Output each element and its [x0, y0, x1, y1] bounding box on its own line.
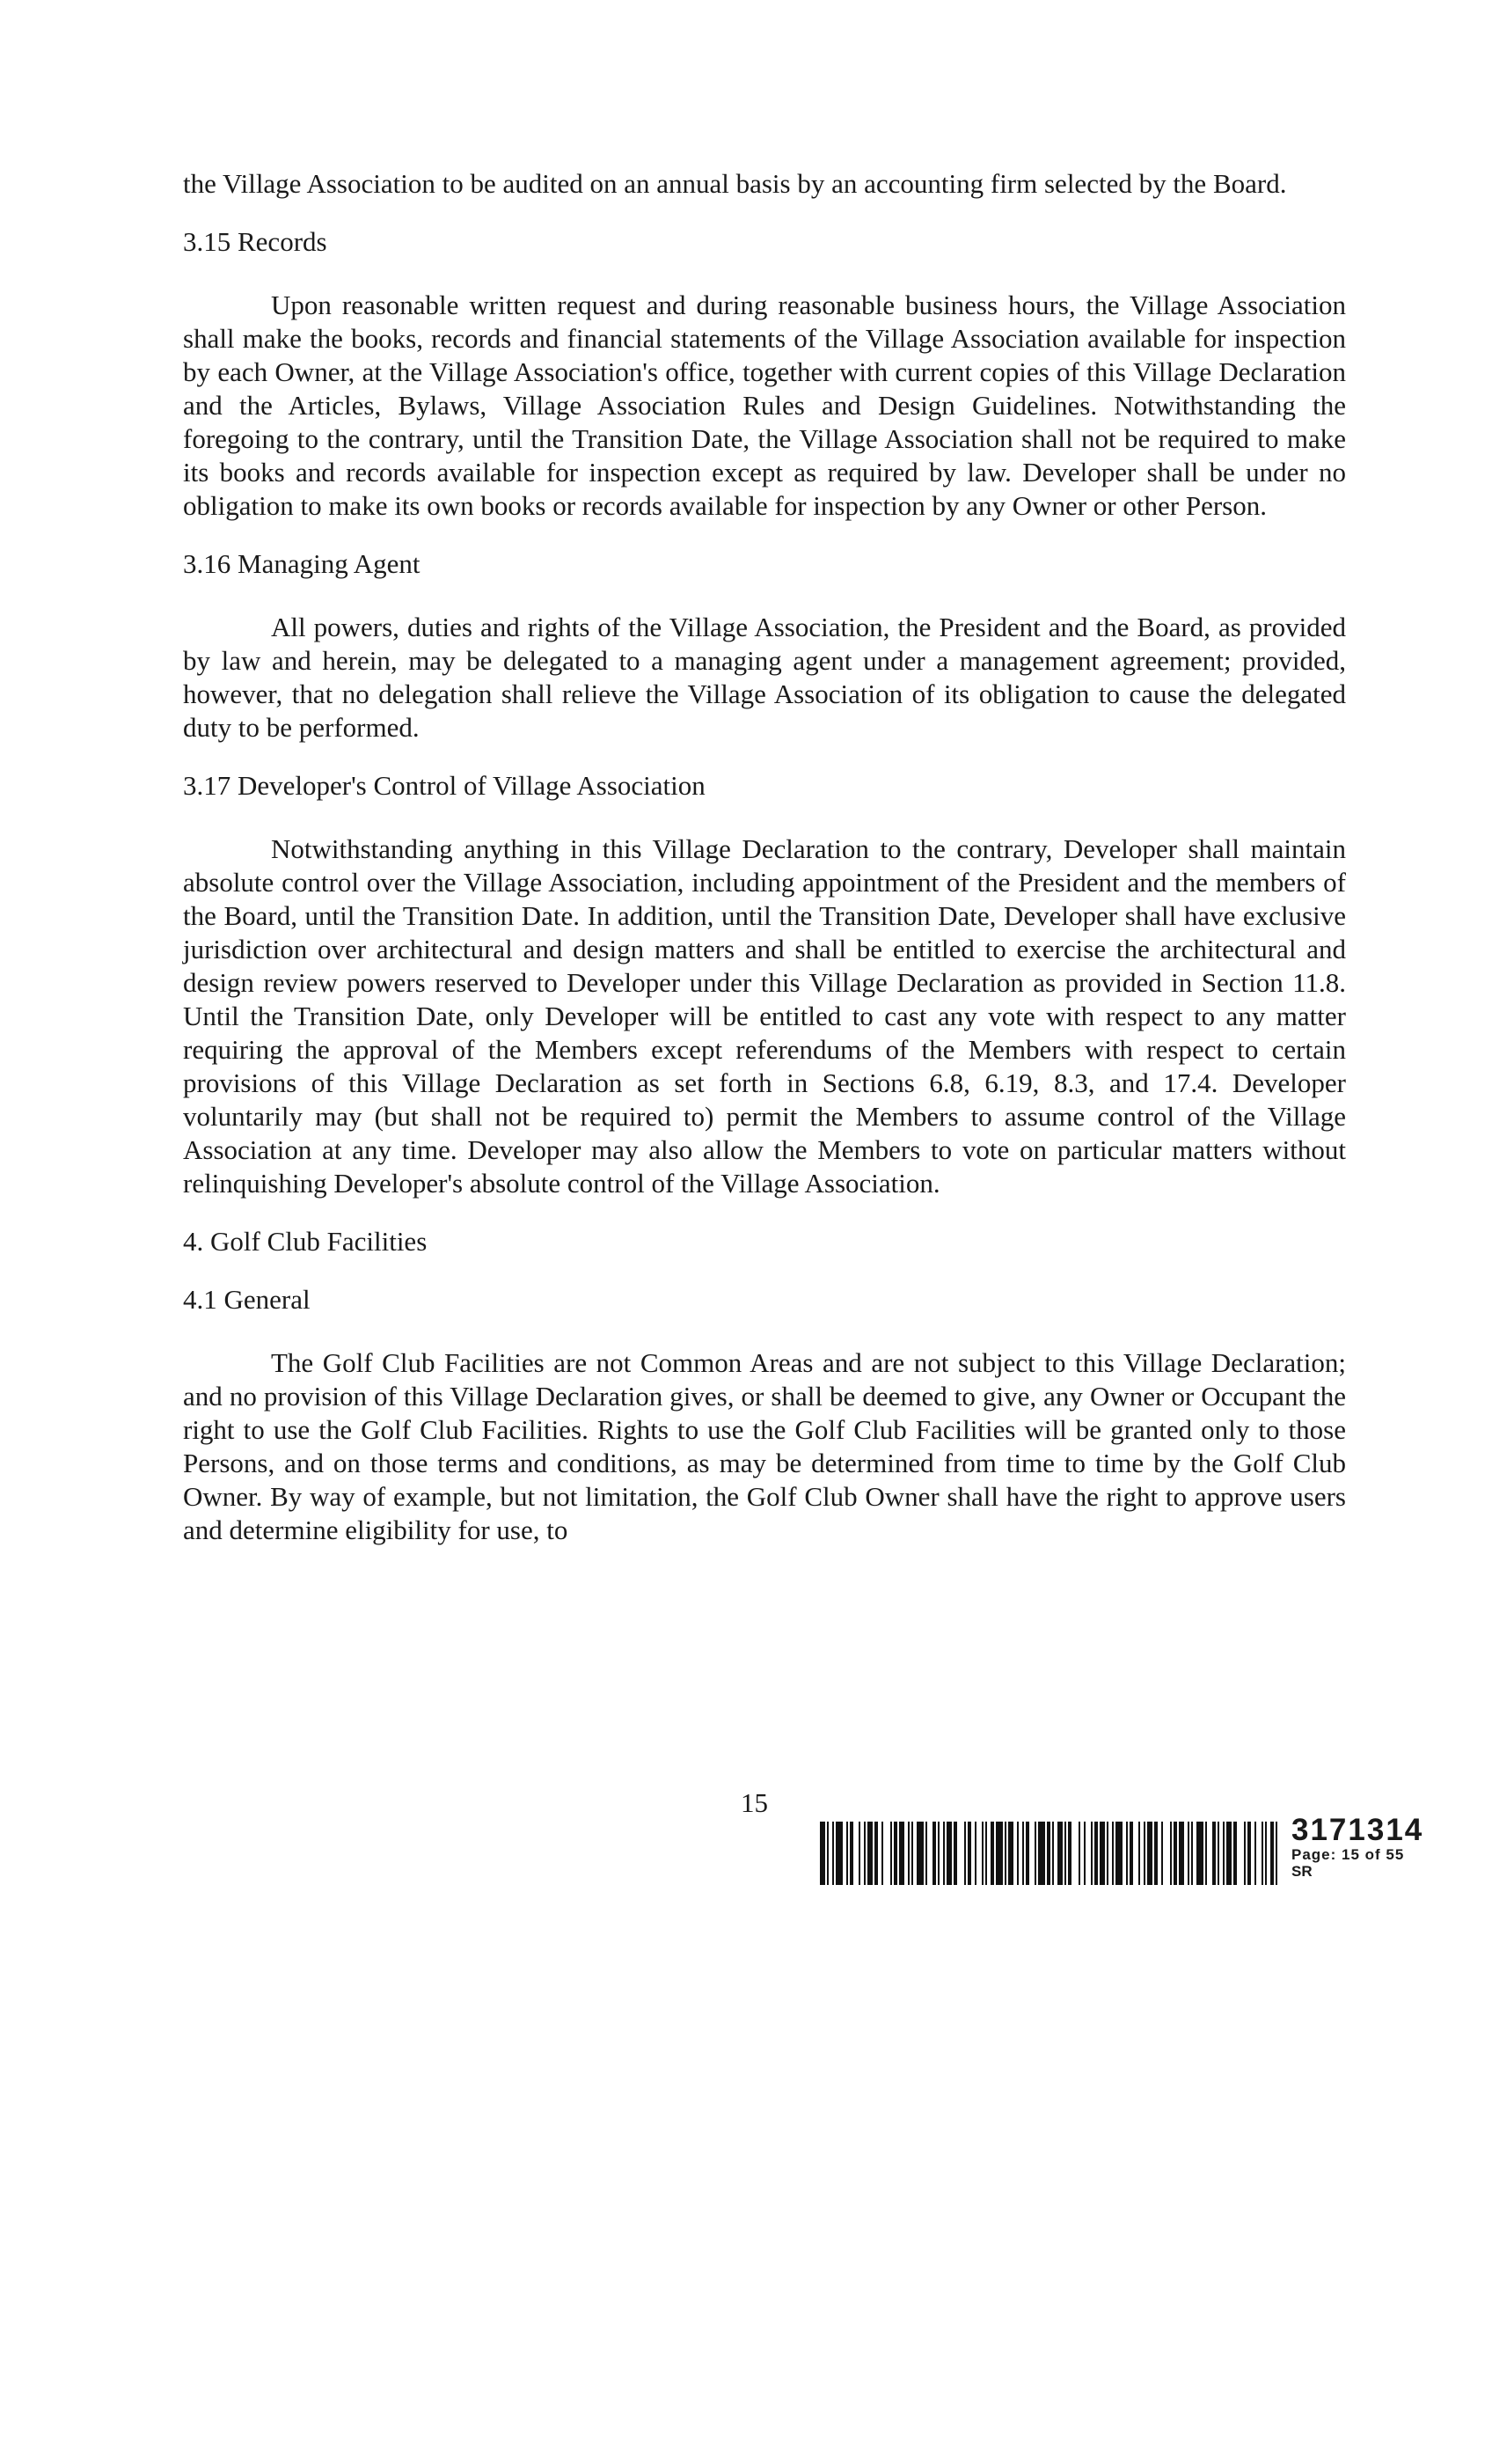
- paragraph-records: Upon reasonable written request and during reasonable business hours, the Village Association shall make the books, records and financial statements of the Village Association available for inspection by each Owner, at the Village Association's office, together with current copies of this Village Declaration and the Articles, Bylaws, Village Association Rules and Design Guidelines. Notwithstanding the foregoing to the contrary, until the Transition Date, the Village Association shall not be required to make its books and records available for inspection except as required by law. Developer shall be under no obligation to make its own books or records available for inspection by any Owner or other Person.: [183, 290, 1346, 521]
- recording-number: 3171314: [1291, 1813, 1424, 1847]
- section-heading-4: 4. Golf Club Facilities: [183, 1226, 428, 1257]
- recording-stamp: [1291, 1815, 1467, 1894]
- page-number: 15: [741, 1787, 768, 1818]
- section-heading-3-17: 3.17 Developer's Control of Village Association: [183, 770, 706, 801]
- recording-code: SR: [1291, 1863, 1313, 1880]
- section-heading-3-15: 3.15 Records: [183, 226, 327, 257]
- section-heading-4-1: 4.1 General: [183, 1284, 311, 1315]
- barcode-icon: [820, 1822, 1277, 1885]
- paragraph-continuation: the Village Association to be audited on an annual basis by an accounting firm selected by the Board.: [183, 168, 1287, 199]
- recording-page-label: Page: 15 of 55: [1291, 1846, 1405, 1863]
- paragraph-golf-general: The Golf Club Facilities are not Common Areas and are not subject to this Village Declaration; and no provision of this Village Declaration gives, or shall be deemed to give, any Owner or Occupant the right to use the Golf Club Facilities. Rights to use the Golf Club Facilities will be granted only to those Persons, and on those terms and conditions, as may be determined from time to time by the Golf Club Owner. By way of example, but not limitation, the Golf Club Owner shall have the right to approve users and determine eligibility for use, to: [183, 1347, 1346, 1545]
- paragraph-developer-control: Notwithstanding anything in this Village Declaration to the contrary, Developer shall maintain absolute control over the Village Association, including appointment of the President and the members of the Board, until the Transition Date. In addition, until the Transition Date, Developer shall have exclusive jurisdiction over architectural and design matters and shall be entitled to exercise the architectural and design review powers reserved to Developer under this Village Declaration as provided in Section 11.8. Until the Transition Date, only Developer will be entitled to cast any vote with respect to any matter requiring the approval of the Members except referendums of the Members with respect to certain provisions of this Village Declaration as set forth in Sections 6.8, 6.19, 8.3, and 17.4. Developer voluntarily may (but shall not be required to) permit the Members to assume control of the Village Association at any time. Developer may also allow the Members to vote on particular matters without relinquishing Developer's absolute control of the Village Association.: [183, 833, 1346, 1199]
- barcode: [820, 1822, 1277, 1885]
- document-body: [183, 167, 1346, 1547]
- paragraph-managing-agent: All powers, duties and rights of the Village Association, the President and the Board, as provided by law and herein, may be delegated to a managing agent under a management agreement; provided, however, that no delegation shall relieve the Village Association of its obligation to cause the delegated duty to be performed.: [183, 612, 1346, 743]
- section-heading-3-16: 3.16 Managing Agent: [183, 548, 421, 579]
